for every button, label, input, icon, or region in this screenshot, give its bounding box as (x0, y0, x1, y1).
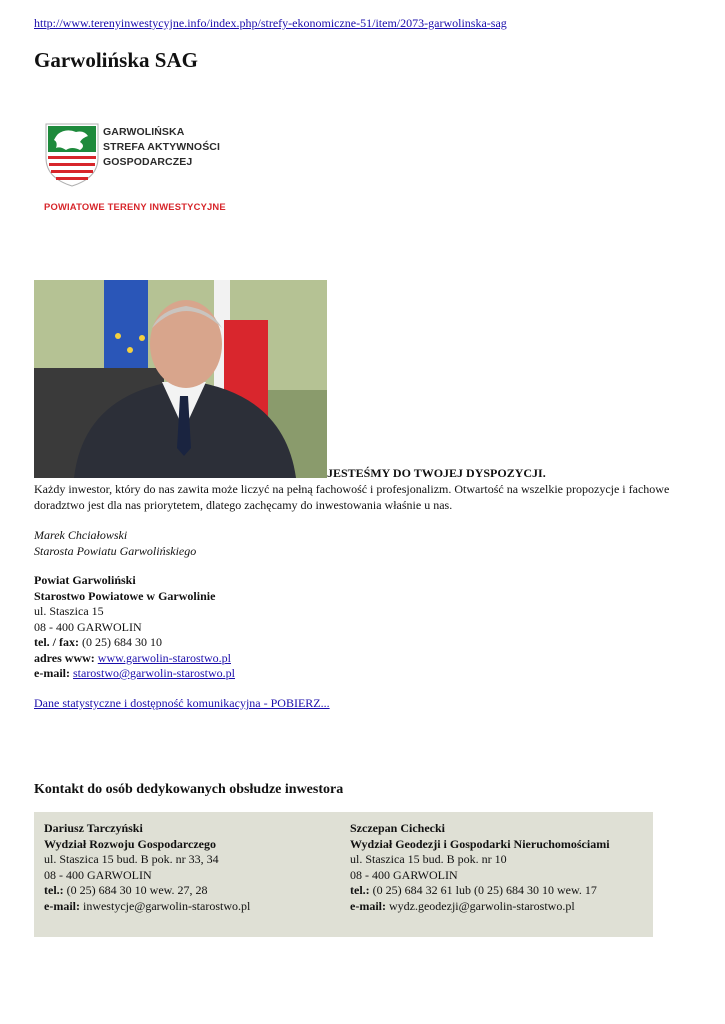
email-link[interactable]: starostwo@garwolin-starostwo.pl (72, 666, 236, 680)
signature-role: Starosta Powiatu Garwolińskiego (34, 543, 197, 558)
contact-email: inwestycje@garwolin-starostwo.pl (82, 898, 251, 913)
logo-line-3: GOSPODARCZEJ (103, 156, 193, 168)
contact-name: Szczepan Cichecki (350, 821, 445, 835)
contact-email: wydz.geodezji@garwolin-starostwo.pl (388, 898, 575, 913)
address-email-row (34, 666, 235, 682)
email-label: e-mail: (34, 666, 70, 680)
contact-card (44, 821, 250, 914)
contact-email-row (44, 899, 250, 915)
logo-tagline: POWIATOWE TERENY INWESTYCYJNE (44, 201, 226, 212)
source-url-link[interactable]: http://www.terenyinwestycyjne.info/index.php/strefy-ekonomiczne-51/item/2073-garwolinska-sag (34, 16, 507, 30)
intro-paragraph: Każdy inwestor, który do nas zawita może liczyć na pełną fachowość i profesjonalizm. Otwartość na wszelkie propozycje i fachowe doradztwo jest dla nas priorytetem, dlatego zachęcamy do inwestowania właśnie u nas. (34, 482, 670, 512)
contact-tel-label: tel.: (44, 883, 64, 897)
www-link[interactable]: www.garwolin-starostwo.pl (97, 650, 231, 665)
contact-city: 08 - 400 GARWOLIN (44, 867, 152, 882)
address-city: 08 - 400 GARWOLIN (34, 619, 142, 634)
contact-street: ul. Staszica 15 bud. B pok. nr 33, 34 (44, 852, 219, 866)
contact-dept: Wydział Rozwoju Gospodarczego (44, 836, 216, 851)
signature-block (34, 528, 196, 559)
contact-dept: Wydział Geodezji i Gospodarki Nieruchomościami (350, 836, 610, 851)
contact-email-label: e-mail: (44, 898, 80, 913)
contact-tel-row (44, 883, 250, 899)
contact-tel-label: tel.: (350, 883, 370, 897)
contact-tel-row (350, 883, 610, 899)
signature-name: Marek Chciałowski (34, 528, 128, 542)
contacts-heading: Kontakt do osób dedykowanych obsłudze inwestora (34, 782, 344, 797)
contact-name: Dariusz Tarczyński (44, 821, 143, 835)
page-title: Garwolińska SAG (34, 48, 198, 72)
garwolin-sag-logo (36, 112, 229, 232)
address-org: Powiat Garwoliński (34, 573, 136, 587)
address-tel-row (34, 635, 235, 651)
contact-tel: (0 25) 684 32 61 lub (0 25) 684 30 10 wew. 17 (372, 883, 597, 897)
contact-tel: (0 25) 684 30 10 wew. 27, 28 (66, 883, 208, 897)
contacts-box (34, 812, 653, 937)
contact-street: ul. Staszica 15 bud. B pok. nr 10 (350, 852, 507, 866)
contact-email-label: e-mail: (350, 898, 386, 913)
address-www-row (34, 651, 235, 667)
www-label: adres www: (34, 650, 95, 665)
logo-line-1: GARWOLIŃSKA (103, 126, 185, 138)
portrait-photo (34, 280, 327, 478)
address-block (34, 573, 235, 682)
logo-line-2: STREFA AKTYWNOŚCI (103, 141, 221, 153)
tel-value: (0 25) 684 30 10 (81, 635, 162, 649)
tel-label: tel. / fax: (34, 635, 79, 649)
contact-city: 08 - 400 GARWOLIN (350, 867, 458, 882)
contact-card (350, 821, 610, 914)
contact-email-row (350, 899, 610, 915)
address-street: ul. Staszica 15 (34, 604, 104, 618)
address-office: Starostwo Powiatowe w Garwolinie (34, 588, 216, 603)
download-stats-link[interactable]: Dane statystyczne i dostępność komunikacyjna - POBIERZ... (34, 696, 330, 710)
intro-heading: JESTEŚMY DO TWOJEJ DYSPOZYCJI. (327, 466, 546, 480)
